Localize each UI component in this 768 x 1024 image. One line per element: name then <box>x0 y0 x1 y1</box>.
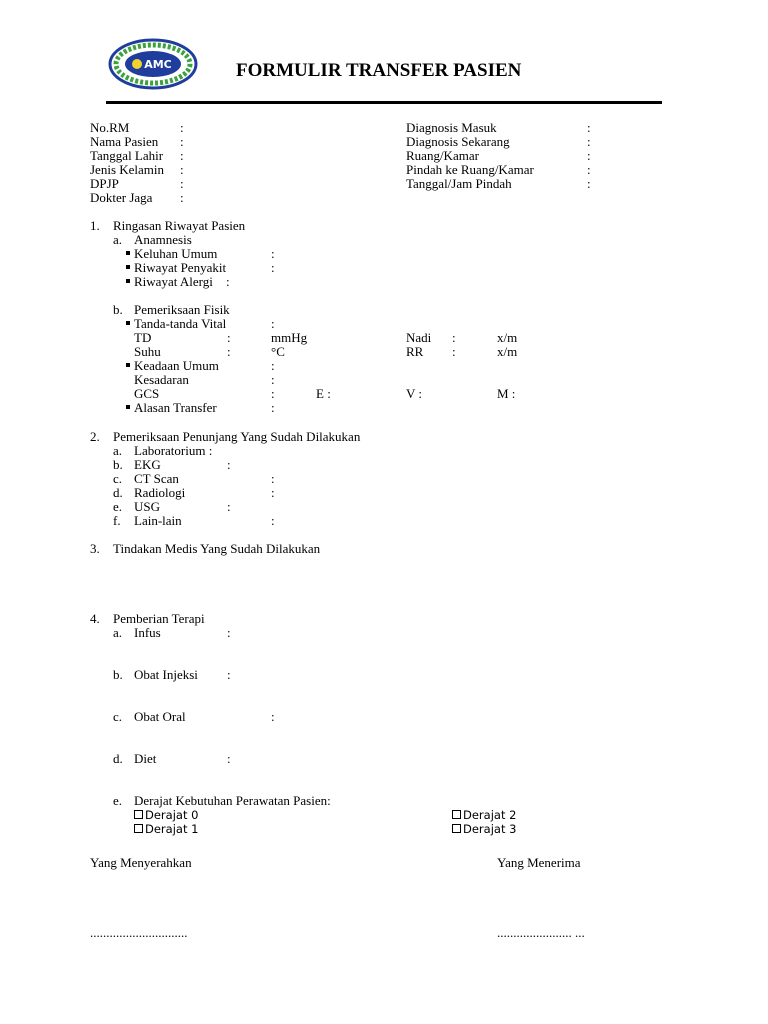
list-item-alasan-transfer <box>126 401 217 415</box>
field-label-pindah-ruang: Pindah ke Ruang/Kamar <box>406 162 534 177</box>
checkbox-derajat-0[interactable] <box>134 808 198 822</box>
section-title-penunjang: Pemeriksaan Penunjang Yang Sudah Dilakukan <box>113 429 361 444</box>
field-label-ruang-kamar: Ruang/Kamar <box>406 148 479 163</box>
item-label-infus: Infus <box>134 625 161 640</box>
field-sep: : <box>227 330 231 345</box>
list-item-keluhan-umum <box>126 247 217 261</box>
gcs-v-label: V : <box>406 386 423 401</box>
nadi-unit: x/m <box>497 330 518 345</box>
field-sep: : <box>227 344 231 359</box>
field-sep: : <box>271 485 275 500</box>
field-label-diagnosis-masuk: Diagnosis Masuk <box>406 120 497 135</box>
field-sep: : <box>587 162 591 177</box>
item-label-ct-scan: CT Scan <box>134 471 179 486</box>
item-label: Keadaan Umum <box>134 358 219 373</box>
field-sep: : <box>271 316 275 331</box>
rr-unit: x/m <box>497 344 518 359</box>
list-item-keadaan-umum <box>126 359 219 373</box>
item-label-laboratorium: Laboratorium : <box>134 443 213 458</box>
checkbox-derajat-3[interactable] <box>452 822 516 836</box>
subsection-title-anamnesis: Anamnesis <box>134 232 192 247</box>
field-sep: : <box>227 667 231 682</box>
nadi-label: Nadi <box>406 330 432 345</box>
checkbox-derajat-1[interactable] <box>134 822 198 836</box>
field-label-diagnosis-sekarang: Diagnosis Sekarang <box>406 134 510 149</box>
subsection-title-pemeriksaan-fisik: Pemeriksaan Fisik <box>134 302 230 317</box>
item-label-usg: USG <box>134 499 161 514</box>
subsection-letter: a. <box>113 625 123 640</box>
checkbox-icon[interactable] <box>452 810 461 819</box>
field-sep: : <box>271 358 275 373</box>
checkbox-icon[interactable] <box>134 824 143 833</box>
section-number: 3. <box>90 541 100 556</box>
checkbox-label: Derajat 3 <box>463 822 517 836</box>
item-label-diet: Diet <box>134 751 157 766</box>
field-label-nama-pasien: Nama Pasien <box>90 134 159 149</box>
field-sep: : <box>587 120 591 135</box>
item-label-lain-lain: Lain-lain <box>134 513 182 528</box>
field-label-no-rm: No.RM <box>90 120 130 135</box>
bullet-icon <box>126 279 130 283</box>
field-sep: : <box>271 471 275 486</box>
checkbox-label: Derajat 1 <box>145 822 199 836</box>
field-sep: : <box>226 274 230 289</box>
item-label-obat-injeksi: Obat Injeksi <box>134 667 198 682</box>
bullet-icon <box>126 363 130 367</box>
field-sep: : <box>271 400 275 415</box>
checkbox-label: Derajat 0 <box>145 808 199 822</box>
subsection-letter: b. <box>113 302 123 317</box>
item-label-obat-oral: Obat Oral <box>134 709 186 724</box>
field-sep: : <box>587 148 591 163</box>
gcs-e-label: E : <box>316 386 331 401</box>
hospital-logo <box>108 38 198 90</box>
subsection-letter: a. <box>113 232 123 247</box>
field-sep: : <box>271 246 275 261</box>
item-label: Tanda-tanda Vital <box>134 316 227 331</box>
field-sep: : <box>271 386 275 401</box>
field-label-tanggal-jam-pindah: Tanggal/Jam Pindah <box>406 176 512 191</box>
field-label-jenis-kelamin: Jenis Kelamin <box>90 162 165 177</box>
bullet-icon <box>126 405 130 409</box>
field-sep: : <box>271 372 275 387</box>
field-sep: : <box>227 751 231 766</box>
field-sep: : <box>227 457 231 472</box>
header-divider <box>106 101 662 104</box>
td-unit: mmHg <box>271 330 308 345</box>
gcs-label: GCS <box>134 386 160 401</box>
section-title-pemberian-terapi: Pemberian Terapi <box>113 611 205 626</box>
subsection-letter: c. <box>113 471 123 486</box>
checkbox-icon[interactable] <box>134 810 143 819</box>
signature-line-menyerahkan: .............................. <box>90 925 188 940</box>
section-number: 1. <box>90 218 100 233</box>
list-item-riwayat-alergi <box>126 275 213 289</box>
checkbox-icon[interactable] <box>452 824 461 833</box>
suhu-unit: °C <box>271 344 285 359</box>
section-number: 4. <box>90 611 100 626</box>
field-sep: : <box>180 190 184 205</box>
subsection-letter: a. <box>113 443 123 458</box>
field-sep: : <box>452 344 456 359</box>
field-label-dokter-jaga: Dokter Jaga <box>90 190 153 205</box>
section-number: 2. <box>90 429 100 444</box>
subsection-letter: f. <box>113 513 121 528</box>
field-sep: : <box>180 148 184 163</box>
suhu-label: Suhu <box>134 344 161 359</box>
field-label-tanggal-lahir: Tanggal Lahir <box>90 148 164 163</box>
item-label: Riwayat Penyakit <box>134 260 227 275</box>
field-sep: : <box>180 134 184 149</box>
subsection-letter: c. <box>113 709 123 724</box>
field-sep: : <box>271 513 275 528</box>
bullet-icon <box>126 321 130 325</box>
form-title: FORMULIR TRANSFER PASIEN <box>236 60 522 81</box>
field-sep: : <box>180 162 184 177</box>
logo-lettering: AMC <box>144 58 172 71</box>
signature-label-menyerahkan: Yang Menyerahkan <box>90 855 192 870</box>
field-sep: : <box>227 625 231 640</box>
subsection-letter: e. <box>113 793 123 808</box>
item-label: Keluhan Umum <box>134 246 218 261</box>
list-item-riwayat-penyakit <box>126 261 226 275</box>
checkbox-label: Derajat 2 <box>463 808 517 822</box>
field-sep: : <box>180 120 184 135</box>
bullet-icon <box>126 265 130 269</box>
kesadaran-label: Kesadaran <box>134 372 189 387</box>
item-label: Riwayat Alergi <box>134 274 213 289</box>
field-sep: : <box>227 499 231 514</box>
subsection-letter: b. <box>113 667 123 682</box>
subsection-title-derajat: Derajat Kebutuhan Perawatan Pasien: <box>134 793 331 808</box>
gcs-m-label: M : <box>497 386 516 401</box>
item-label: Alasan Transfer <box>134 400 217 415</box>
item-label-ekg: EKG <box>134 457 161 472</box>
bullet-icon <box>126 251 130 255</box>
field-sep: : <box>271 260 275 275</box>
field-sep: : <box>452 330 456 345</box>
signature-label-menerima: Yang Menerima <box>497 855 581 870</box>
signature-line-menerima: ....................... ... <box>497 925 585 940</box>
section-title-tindakan-medis: Tindakan Medis Yang Sudah Dilakukan <box>113 541 321 556</box>
checkbox-derajat-2[interactable] <box>452 808 516 822</box>
field-sep: : <box>180 176 184 191</box>
td-label: TD <box>134 330 152 345</box>
field-sep: : <box>271 709 275 724</box>
field-label-dpjp: DPJP <box>90 176 119 191</box>
field-sep: : <box>587 134 591 149</box>
field-sep: : <box>587 176 591 191</box>
section-title-riwayat: Ringasan Riwayat Pasien <box>113 218 246 233</box>
list-item-tanda-vital <box>126 317 226 331</box>
subsection-letter: e. <box>113 499 123 514</box>
subsection-letter: d. <box>113 485 123 500</box>
subsection-letter: d. <box>113 751 123 766</box>
rr-label: RR <box>406 344 424 359</box>
item-label-radiologi: Radiologi <box>134 485 186 500</box>
subsection-letter: b. <box>113 457 123 472</box>
